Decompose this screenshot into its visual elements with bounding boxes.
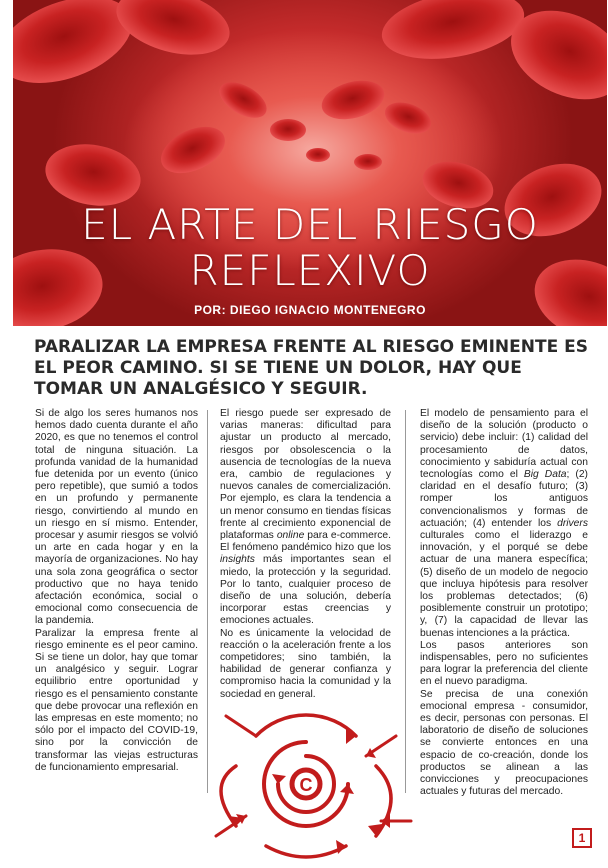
col3-paragraph-1 bbox=[420, 408, 588, 640]
svg-text:C: C bbox=[299, 775, 313, 795]
col2-paragraph-1 bbox=[220, 408, 391, 628]
col2-emphasis-insights: insights bbox=[220, 554, 255, 566]
column-3 bbox=[420, 408, 588, 799]
col3-text-a: El modelo de pensamiento para el diseño de la solución (producto o servicio) debe incluir: (1) calidad del procesamiento de datos, conocimiento y sabiduría actual con tecnologías como el bbox=[420, 408, 588, 481]
col2-emphasis-online: online bbox=[276, 530, 305, 542]
col3-text-b: ; (2) claridad en el desafío futuro; (3) romper los antiguos convencionalismos y formas de actuación; (4) entender los bbox=[420, 469, 588, 529]
col2-text-c: más importantes sean el miedo, la protección y la seguridad. Por lo tanto, cualquier proceso de diseño de una solución, debería incorporar estas creencias y emociones actuales. bbox=[220, 554, 391, 627]
column-1 bbox=[35, 408, 198, 774]
spiral-arrows-graphic bbox=[196, 696, 416, 868]
author-byline: POR: DIEGO IGNACIO MONTENEGRO bbox=[194, 303, 426, 317]
col3-emphasis-bigdata: Big Data bbox=[523, 469, 567, 481]
col3-text-c: culturales como el liderazgo e innovación, y el porqué se debe actuar de una manera específica; (5) diseño de un modelo de negocio que incluya hipótesis para resolver los problemas detectados; (6) posiblemente construir un prototipo; y, (7) la capacidad de llevar las buenas intenciones a la práctica. bbox=[420, 530, 588, 639]
article-subheading: PARALIZAR LA EMPRESA FRENTE AL RIESGO EMINENTE ES EL PEOR CAMINO. SI SE TIENE UN DOLOR, HAY QUE TOMAR UN ANALGÉSICO Y SEGUIR. bbox=[34, 337, 588, 399]
col1-paragraph-1: Si de algo los seres humanos nos hemos dado cuenta durante el año 2020, es que no tenemos el control total de ninguna situación. La profunda vanidad de la humanidad fue detenida por un evento (único pero repetible), que sumió a todos en un profundo y permanente riesgo, convirtiendo al mundo en un riesgo en sí mismo. Entender, procesar y asumir riesgos se volvió un arte en cada hogar y en la mayoría de organizaciones. No hay una sola zona geográfica o sector productivo que no haya tenido afectación económica, social o emocional como consecuencia de la pandemia. bbox=[35, 408, 198, 627]
col3-emphasis-drivers: drivers bbox=[557, 517, 588, 529]
title-line-1: EL ARTE DEL RIESGO bbox=[81, 200, 539, 249]
col3-paragraph-2: Los pasos anteriores son indispensables, pero no suficientes para lograr la preferencia del cliente en el nuevo paradigma. bbox=[420, 639, 588, 688]
column-2 bbox=[220, 408, 391, 701]
article-title bbox=[13, 202, 607, 294]
col2-text-b: para e-commerce. El fenómeno pandémico hizo que los bbox=[220, 530, 391, 554]
col3-paragraph-3: Se precisa de una conexión emocional empresa - consumidor, es decir, personas con personas. El laboratorio de diseño de soluciones se convierte entonces en una espacio de co-creación, donde los productos se alinean a las convicciones y preocupaciones actuales y futuras del mercado. bbox=[420, 688, 588, 798]
col2-paragraph-2: No es únicamente la velocidad de reacción o la aceleración frente a los competidores; sino también, la habilidad de generar confianza y compromiso hacia la comunidad y la sociedad en general. bbox=[220, 627, 391, 700]
col1-paragraph-2: Paralizar la empresa frente al riesgo eminente es el peor camino. Si se tiene un dolor, hay que tomar un analgésico y seguir. Lograr equilibrio entre oportunidad y riesgo es el pensamiento constante que debe provocar una reflexión en las empresas en este momento; no sólo por el impacto del COVID-19, sino por la convicción de transformar las viejas estructuras de funcionamiento empresarial. bbox=[35, 627, 198, 773]
title-line-2: REFLEXIVO bbox=[189, 246, 431, 295]
col2-text-a: El riesgo puede ser expresado de varias maneras: dificultad para ajustar un producto al mercado, riesgos por obsolescencia o la ausencia de tecnologías de la nueva era, cambio de regulaciones y nuevos canales de comercialización. Por ejemplo, es clara la tendencia a un menor consumo en tiendas físicas frente al crecimiento exponencial de plataformas bbox=[220, 408, 391, 542]
hero-image bbox=[13, 0, 607, 326]
page-number-badge: 1 bbox=[572, 828, 592, 848]
